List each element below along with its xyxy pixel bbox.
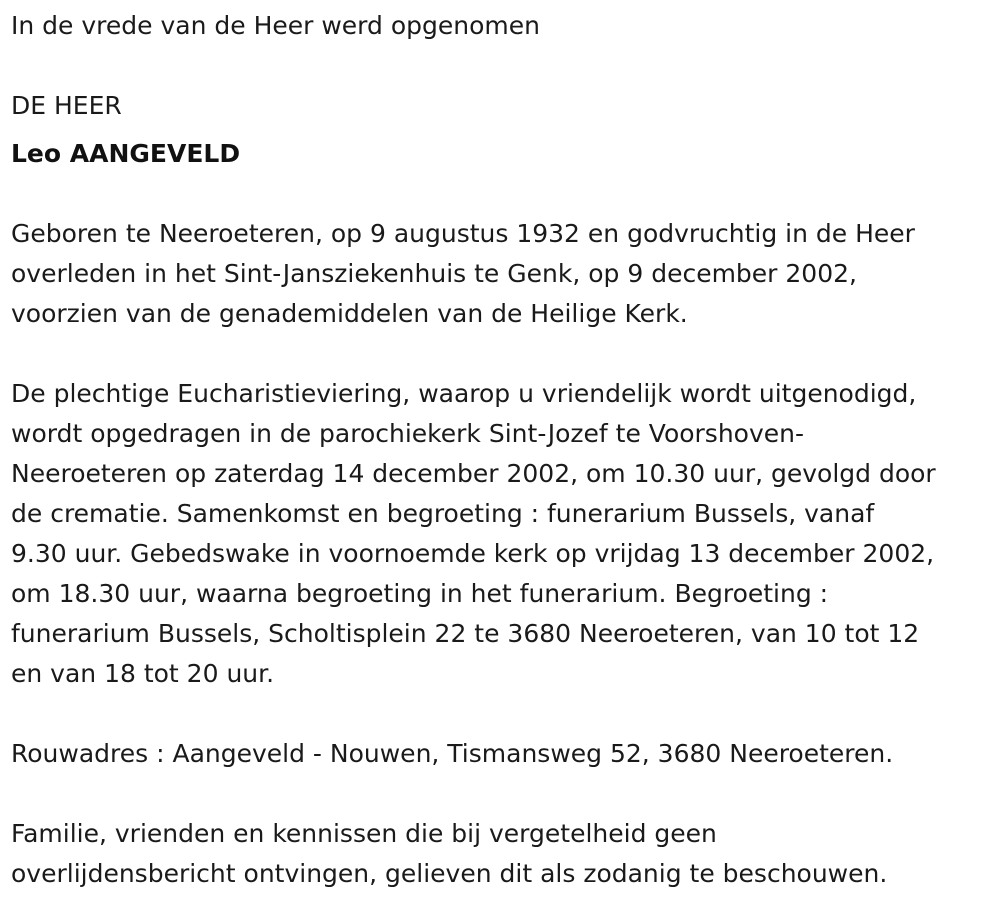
paragraph-line: De plechtige Eucharistieviering, waarop u vriendelijk wordt uitgenodigd, <box>11 379 917 408</box>
obituary-notice <box>11 6 991 894</box>
closing-paragraph <box>11 814 991 894</box>
paragraph-line: wordt opgedragen in de parochiekerk Sint-Jozef te Voorshoven- <box>11 419 805 448</box>
paragraph-line: en van 18 tot 20 uur. <box>11 659 275 688</box>
intro-line: In de vrede van de Heer werd opgenomen <box>11 11 540 40</box>
paragraph-line: 9.30 uur. Gebedswake in voornoemde kerk op vrijdag 13 december 2002, <box>11 539 935 568</box>
paragraph-line: de crematie. Samenkomst en begroeting : funerarium Bussels, vanaf <box>11 499 875 528</box>
spacer <box>11 46 991 86</box>
service-paragraph <box>11 374 991 694</box>
spacer <box>11 774 991 814</box>
paragraph-line: Geboren te Neeroeteren, op 9 augustus 1932 en godvruchtig in de Heer <box>11 219 915 248</box>
paragraph-line: funerarium Bussels, Scholtisplein 22 te 3680 Neeroeteren, van 10 tot 12 <box>11 619 920 648</box>
spacer <box>11 334 991 374</box>
paragraph-line: Neeroeteren op zaterdag 14 december 2002, om 10.30 uur, gevolgd door <box>11 459 936 488</box>
spacer <box>11 126 991 134</box>
paragraph-line: voorzien van de genademiddelen van de Heilige Kerk. <box>11 299 688 328</box>
mourning-address: Rouwadres : Aangeveld - Nouwen, Tismansweg 52, 3680 Neeroeteren. <box>11 739 894 768</box>
salutation: DE HEER <box>11 91 122 120</box>
deceased-name: Leo AANGEVELD <box>11 139 241 168</box>
spacer <box>11 694 991 734</box>
birth-paragraph <box>11 214 991 334</box>
paragraph-line: om 18.30 uur, waarna begroeting in het funerarium. Begroeting : <box>11 579 829 608</box>
paragraph-line: Familie, vrienden en kennissen die bij vergetelheid geen <box>11 819 717 848</box>
paragraph-line: overlijdensbericht ontvingen, gelieven dit als zodanig te beschouwen. <box>11 859 888 888</box>
spacer <box>11 174 991 214</box>
paragraph-line: overleden in het Sint-Jansziekenhuis te Genk, op 9 december 2002, <box>11 259 857 288</box>
